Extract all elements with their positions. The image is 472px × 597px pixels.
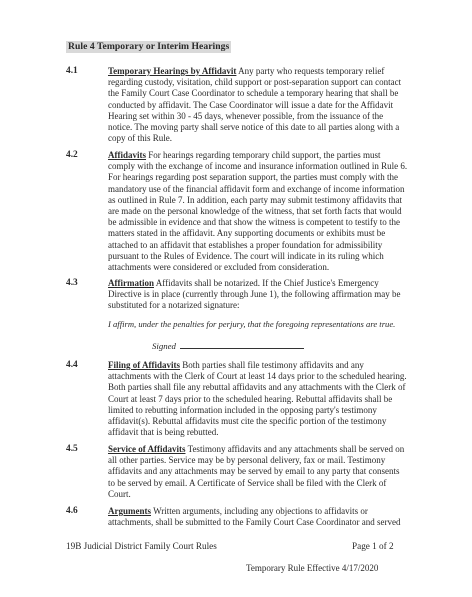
affirmation-text: I affirm, under the penalties for perjury, that the foregoing representations are true.	[108, 319, 396, 329]
section-text: Both parties shall file testimony affidavits and any attachments with the Clerk of Court at least 14 days prior to the scheduled hearing. Both parties shall file any rebuttal affidavits and any attachments with the Clerk of Court at least 7 days prior to the scheduled hearing. Rebuttal affidavits shall be limited to rebutting information included in the opposing party's testimony affidavit(s). Rebuttal affidavits must cite the specific portion of the testimony affidavit that is being rebutted.	[108, 360, 407, 438]
section-title: Filing of Affidavits	[108, 360, 181, 370]
section-number: 4.2	[66, 150, 78, 160]
section-body	[108, 444, 408, 500]
footer-court-name: 19B Judicial District Family Court Rules	[66, 541, 217, 551]
section-body	[108, 506, 408, 528]
signed-label: Signed	[152, 341, 176, 351]
section-body	[108, 360, 408, 438]
section-title: Temporary Hearings by Affidavit	[108, 66, 237, 76]
section-text: For hearings regarding temporary child support, the parties must comply with the exchange of income and insurance information outlined in Rule 6. For hearings regarding post separation support, the parties must comply with the mandatory use of the financial affidavit form and exchange of income information as outlined in Rule 7. In addition, each party may submit testimony affidavits that are made on the personal knowledge of the witness, that set forth facts that would be admissible in evidence and that show the witness is competent to testify to the matters stated in the affidavit. Any supporting documents or exhibits must be attached to an affidavit that establishes a proper foundation for admissibility pursuant to the Rules of Evidence. The court will indicate in its ruling which attachments were considered or excluded from consideration.	[108, 150, 408, 273]
signature-line	[180, 340, 304, 349]
section-number: 4.4	[66, 360, 78, 370]
section-number: 4.3	[66, 278, 78, 288]
section-body	[108, 66, 408, 144]
footer-page-number: Page 1 of 2	[352, 541, 394, 551]
section-text: Written arguments, including any objections to affidavits or attachments, shall be submitted to the Family Court Case Coordinator and served	[108, 506, 401, 528]
section-text: Testimony affidavits and any attachments shall be served on all other parties. Service may be by personal delivery, fax or mail. Testimony affidavits and any attachments may be served by email to any party that consents to be served by email. A Certificate of Service shall be filed with the Clerk of Court.	[108, 444, 405, 499]
section-title: Affirmation	[108, 278, 154, 288]
section-number: 4.1	[66, 66, 78, 76]
section-title: Affidavits	[108, 150, 146, 160]
rule-heading: Rule 4 Temporary or Interim Hearings	[68, 41, 230, 52]
section-title: Arguments	[108, 506, 151, 516]
signature-block	[152, 340, 304, 352]
section-text: Affidavits shall be notarized. If the Chief Justice's Emergency Directive is in place (currently through June 1), the following affirmation may be substituted for a notarized signature:	[108, 278, 401, 311]
section-number: 4.6	[66, 506, 78, 516]
section-number: 4.5	[66, 444, 78, 454]
section-text: Any party who requests temporary relief regarding custody, visitation, child support or post-separation support can contact the Family Court Case Coordinator to schedule a temporary hearing that shall be conducted by affidavit. The Case Coordinator will issue a date for the Affidavit Hearing set within 30 - 45 days, whenever possible, from the issuance of the notice. The moving party shall serve notice of this date to all parties along with a copy of this Rule.	[108, 66, 402, 144]
section-body	[108, 150, 408, 273]
section-body	[108, 278, 408, 312]
footer-effective-date: Temporary Rule Effective 4/17/2020	[246, 563, 379, 573]
section-title: Service of Affidavits	[108, 444, 186, 454]
